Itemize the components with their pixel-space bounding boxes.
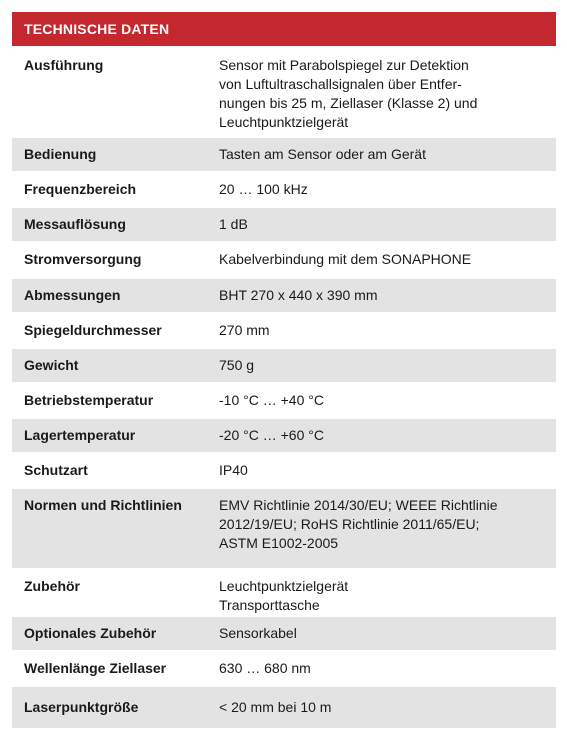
spec-label: Messauflösung [24, 216, 126, 232]
spec-label: Frequenzbereich [24, 181, 137, 197]
spec-value-line: 750 g [219, 357, 255, 373]
spec-value [219, 215, 539, 234]
spec-value [219, 461, 539, 480]
spec-value-line: -20 °C … +60 °C [219, 427, 324, 443]
spec-row [12, 489, 556, 568]
spec-row [12, 617, 556, 650]
spec-value [219, 659, 539, 678]
spec-row [12, 173, 556, 206]
spec-value [219, 56, 539, 132]
spec-row [12, 687, 556, 728]
spec-value [219, 356, 539, 375]
spec-value-line: Sensor mit Parabolspiegel zur Detektion [219, 57, 469, 73]
spec-label: Wellenlänge Ziellaser [24, 660, 167, 676]
spec-value-line: Transporttasche [219, 597, 320, 613]
spec-value-line: nungen bis 25 m, Ziellaser (Klasse 2) und [219, 95, 478, 111]
spec-row [12, 349, 556, 382]
spec-row [12, 570, 556, 615]
spec-label: Bedienung [24, 146, 97, 162]
spec-label: Spiegeldurchmesser [24, 322, 162, 338]
spec-label: Laserpunktgröße [24, 699, 139, 715]
spec-row [12, 208, 556, 241]
spec-value [219, 577, 539, 615]
spec-value-line: < 20 mm bei 10 m [219, 699, 332, 715]
spec-label: Optionales Zubehör [24, 625, 157, 641]
section-header [12, 12, 556, 46]
spec-value-line: -10 °C … +40 °C [219, 392, 324, 408]
spec-value-line: von Luftultraschallsignalen über Entfer- [219, 76, 462, 92]
spec-value-line: Kabelverbindung mit dem SONAPHONE [219, 251, 472, 267]
section-title: TECHNISCHE DATEN [24, 21, 170, 37]
spec-label: Zubehör [24, 578, 80, 594]
spec-row [12, 652, 556, 685]
spec-value-line: ASTM E1002-2005 [219, 535, 339, 551]
spec-value [219, 145, 539, 164]
spec-label: Abmessungen [24, 287, 121, 303]
spec-value-line: EMV Richtlinie 2014/30/EU; WEEE Richtlinie [219, 497, 498, 513]
spec-value-line: 20 … 100 kHz [219, 181, 308, 197]
spec-label: Schutzart [24, 462, 88, 478]
spec-row [12, 48, 556, 136]
spec-row [12, 384, 556, 417]
spec-label: Ausführung [24, 57, 104, 73]
spec-value [219, 624, 539, 643]
spec-label: Stromversorgung [24, 251, 142, 267]
spec-label: Betriebstemperatur [24, 392, 154, 408]
spec-value-line: IP40 [219, 462, 248, 478]
spec-value-line: Leuchtpunktzielgerät [219, 578, 349, 594]
spec-value-line: Leuchtpunktzielgerät [219, 114, 349, 130]
spec-value [219, 426, 539, 445]
spec-value [219, 391, 539, 410]
spec-row [12, 419, 556, 452]
spec-value [219, 321, 539, 340]
spec-value-line: Sensorkabel [219, 625, 297, 641]
spec-value-line: 1 dB [219, 216, 248, 232]
spec-row [12, 138, 556, 171]
spec-value [219, 698, 539, 717]
spec-value [219, 180, 539, 199]
spec-value-line: 270 mm [219, 322, 270, 338]
spec-value-line: 2012/19/EU; RoHS Richtlinie 2011/65/EU; [219, 516, 480, 532]
spec-value [219, 286, 539, 305]
spec-value-line: 630 … 680 nm [219, 660, 311, 676]
spec-label: Gewicht [24, 357, 79, 373]
spec-value-line: BHT 270 x 440 x 390 mm [219, 287, 378, 303]
spec-row [12, 314, 556, 347]
spec-label: Normen und Richtlinien [24, 497, 182, 513]
spec-value [219, 496, 539, 553]
spec-row [12, 243, 556, 277]
spec-value-line: Tasten am Sensor oder am Gerät [219, 146, 426, 162]
spec-label: Lagertemperatur [24, 427, 136, 443]
spec-row [12, 454, 556, 487]
spec-value [219, 250, 539, 269]
spec-row [12, 279, 556, 312]
